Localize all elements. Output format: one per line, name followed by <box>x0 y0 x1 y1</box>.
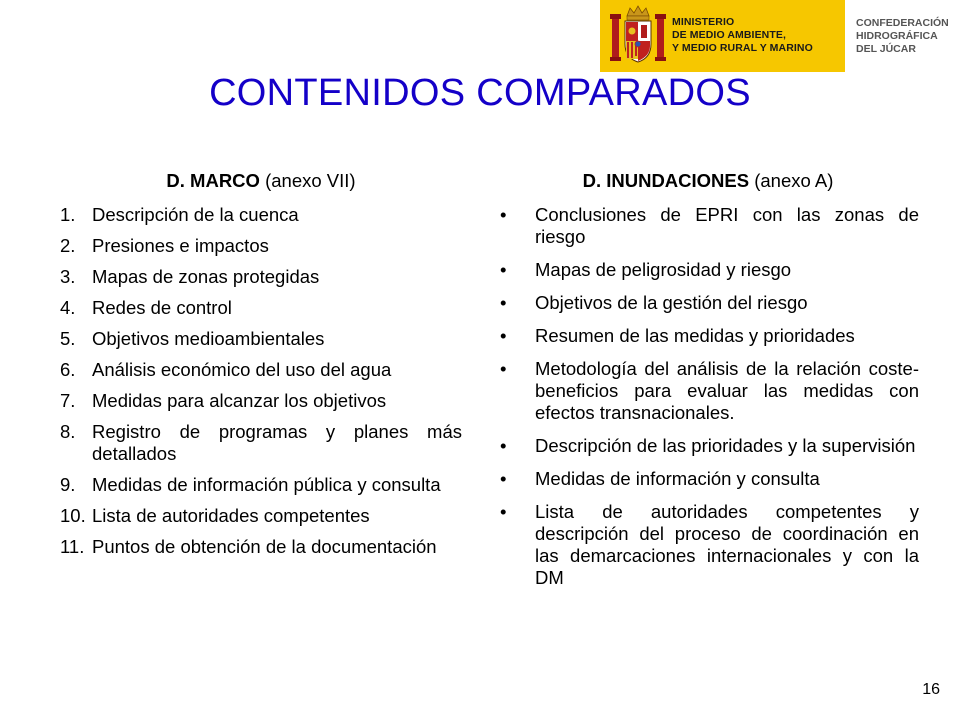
marco-heading-bold: D. MARCO <box>166 170 260 191</box>
marco-list <box>60 204 462 558</box>
list-item-number: 4. <box>60 297 76 318</box>
page-number: 16 <box>922 681 940 698</box>
inundaciones-list-item <box>497 204 919 248</box>
marco-list-item <box>60 204 462 226</box>
page-title: CONTENIDOS COMPARADOS <box>209 72 751 114</box>
header-logo-banner <box>600 0 960 72</box>
bullet-icon: • <box>500 435 507 456</box>
list-item-number: 7. <box>60 390 76 411</box>
coat-of-arms-icon <box>610 4 666 66</box>
bullet-icon: • <box>500 325 507 346</box>
list-item-number: 2. <box>60 235 76 256</box>
marco-list-item <box>60 266 462 288</box>
marco-list-item <box>60 421 462 465</box>
marco-heading <box>60 170 462 192</box>
marco-column <box>60 170 462 567</box>
inundaciones-heading-rest: (anexo A) <box>749 170 834 191</box>
inundaciones-list-item <box>497 325 919 347</box>
inundaciones-list-item <box>497 468 919 490</box>
ministry-name <box>672 16 813 55</box>
list-item-text: Metodología del análisis de la relación coste-beneficios para evaluar las medidas con efectos transnacionales. <box>535 358 919 423</box>
marco-list-item <box>60 328 462 350</box>
inundaciones-list <box>497 204 919 589</box>
inundaciones-column <box>497 170 919 600</box>
bullet-icon: • <box>500 259 507 280</box>
marco-list-item <box>60 390 462 412</box>
list-item-number: 6. <box>60 359 76 380</box>
marco-heading-rest: (anexo VII) <box>259 170 356 191</box>
list-item-text: Análisis económico del uso del agua <box>92 359 392 380</box>
list-item-text: Medidas de información y consulta <box>535 468 820 489</box>
list-item-text: Descripción de la cuenca <box>92 204 299 225</box>
confederation-line-1: CONFEDERACIÓN <box>856 17 949 29</box>
list-item-text: Lista de autoridades competentes y descripción del proceso de coordinación en las demarcaciones internacionales y con la DM <box>535 501 919 588</box>
confederation-line-3: DEL JÚCAR <box>856 43 916 55</box>
list-item-text: Resumen de las medidas y prioridades <box>535 325 855 346</box>
bullet-icon: • <box>500 468 507 489</box>
marco-list-item <box>60 505 462 527</box>
list-item-number: 10. <box>60 505 86 526</box>
bullet-icon: • <box>500 204 507 225</box>
list-item-text: Lista de autoridades competentes <box>92 505 370 526</box>
inundaciones-list-item <box>497 292 919 314</box>
list-item-text: Presiones e impactos <box>92 235 269 256</box>
marco-list-item <box>60 297 462 319</box>
inundaciones-list-item <box>497 501 919 589</box>
list-item-number: 1. <box>60 204 76 225</box>
list-item-text: Objetivos de la gestión del riesgo <box>535 292 808 313</box>
ministry-logo <box>600 0 845 72</box>
list-item-text: Objetivos medioambientales <box>92 328 325 349</box>
list-item-text: Medidas de información pública y consulta <box>92 474 441 495</box>
list-item-text: Mapas de peligrosidad y riesgo <box>535 259 792 280</box>
marco-list-item <box>60 235 462 257</box>
inundaciones-list-item <box>497 358 919 424</box>
list-item-text: Redes de control <box>92 297 232 318</box>
confederation-name <box>856 17 949 56</box>
list-item-text: Conclusiones de EPRI con las zonas de riesgo <box>535 204 919 247</box>
list-item-number: 8. <box>60 421 76 442</box>
list-item-number: 5. <box>60 328 76 349</box>
list-item-text: Descripción de las prioridades y la supervisión <box>535 435 916 456</box>
bullet-icon: • <box>500 358 507 379</box>
bullet-icon: • <box>500 292 507 313</box>
ministry-line-2: DE MEDIO AMBIENTE, <box>672 29 786 41</box>
marco-list-item <box>60 359 462 381</box>
confederation-line-2: HIDROGRÁFICA <box>856 30 938 42</box>
list-item-text: Medidas para alcanzar los objetivos <box>92 390 387 411</box>
bullet-icon: • <box>500 501 507 522</box>
marco-list-item <box>60 536 462 558</box>
list-item-text: Mapas de zonas protegidas <box>92 266 320 287</box>
inundaciones-list-item <box>497 259 919 281</box>
list-item-number: 9. <box>60 474 76 495</box>
list-item-number: 11. <box>60 536 85 557</box>
list-item-text: Registro de programas y planes más detallados <box>92 421 462 464</box>
inundaciones-list-item <box>497 435 919 457</box>
ministry-line-1: MINISTERIO <box>672 16 735 28</box>
marco-list-item <box>60 474 462 496</box>
inundaciones-heading-bold: D. INUNDACIONES <box>582 170 750 191</box>
list-item-text: Puntos de obtención de la documentación <box>92 536 437 557</box>
ministry-line-3: Y MEDIO RURAL Y MARINO <box>672 42 813 54</box>
list-item-number: 3. <box>60 266 76 287</box>
inundaciones-heading <box>497 170 919 192</box>
